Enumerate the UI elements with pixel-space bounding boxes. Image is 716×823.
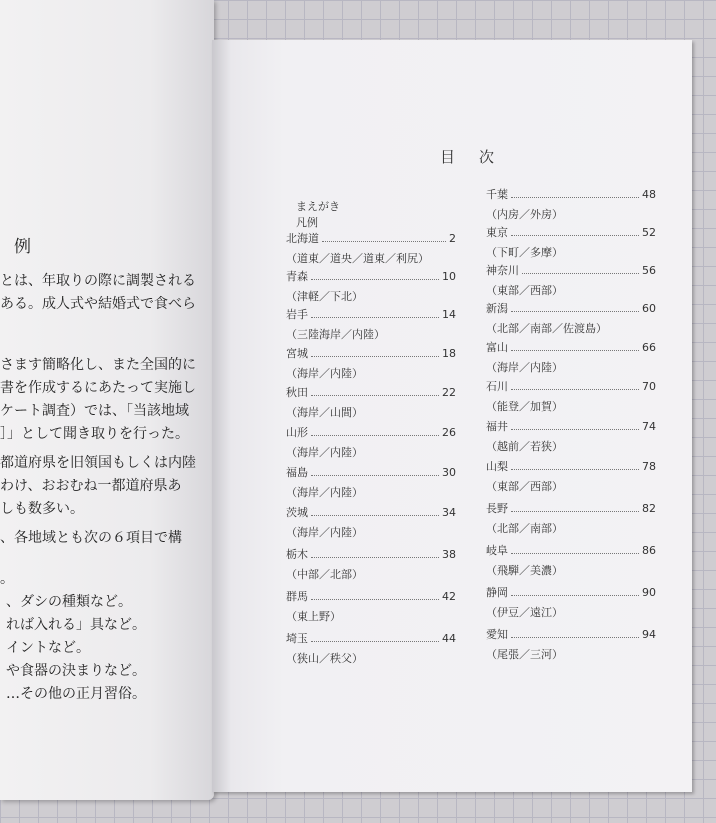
toc-entry-page: 10	[442, 270, 456, 283]
toc-entry-name: 山梨	[486, 460, 508, 473]
left-page-line: 書を作成するにあたって実施し	[0, 380, 196, 396]
toc-entry-page: 48	[642, 188, 656, 201]
toc-entry	[286, 426, 456, 460]
left-page-line: …その他の正月習俗。	[6, 686, 146, 702]
dot-leader	[311, 317, 439, 318]
toc-entry	[286, 632, 456, 666]
dot-leader	[322, 241, 446, 242]
toc-entry-sub: （道東／道央／道東／利尻）	[286, 252, 429, 265]
toc-entry-name: 北海道	[286, 232, 319, 245]
toc-entry-name: 栃木	[286, 548, 308, 561]
toc-entry-sub: （伊豆／遠江）	[486, 606, 563, 619]
toc-entry	[286, 590, 456, 624]
toc-entry	[486, 302, 656, 336]
toc-entry-page: 44	[442, 632, 456, 645]
toc-entry	[486, 628, 656, 662]
toc-entry-sub: （下町／多摩）	[486, 246, 563, 259]
toc-entry-page: 30	[442, 466, 456, 479]
dot-leader	[311, 475, 439, 476]
toc-entry-sub: （中部／北部）	[286, 568, 363, 581]
toc-entry-sub: （津軽／下北）	[286, 290, 363, 303]
toc-entry-sub: （海岸／内陸）	[286, 367, 363, 380]
left-page-line: ある。成人式や結婚式で食べら	[0, 296, 196, 312]
toc-entry-sub: （海岸／内陸）	[286, 446, 363, 459]
toc-entry-page: 42	[442, 590, 456, 603]
toc-entry-name: 群馬	[286, 590, 308, 603]
toc-entry-name: 東京	[486, 226, 508, 239]
toc-entry-page: 60	[642, 302, 656, 315]
dot-leader	[311, 557, 439, 558]
toc-entry	[486, 188, 656, 222]
left-page-line: 都道府県を旧領国もしくは内陸	[0, 455, 196, 471]
left-page-line: れば入れる」具など。	[6, 617, 146, 633]
toc-entry-page: 52	[642, 226, 656, 239]
toc-entry	[486, 460, 656, 494]
toc-entry	[286, 232, 456, 266]
left-page-line: 、ダシの種類など。	[6, 594, 132, 610]
toc-entry	[486, 502, 656, 536]
dot-leader	[311, 395, 439, 396]
toc-entry-name: 福島	[286, 466, 308, 479]
dot-leader	[511, 511, 639, 512]
dot-leader	[311, 435, 439, 436]
toc-entry	[286, 270, 456, 304]
toc-entry-page: 94	[642, 628, 656, 641]
dot-leader	[511, 637, 639, 638]
toc-entry-sub: （東部／西部）	[486, 284, 563, 297]
toc-entry-name: 秋田	[286, 386, 308, 399]
toc-entry-name: 宮城	[286, 347, 308, 360]
toc-entry-sub: （内房／外房）	[486, 208, 563, 221]
left-page-line: 。	[0, 571, 14, 587]
toc-entry-sub: （東部／西部）	[486, 480, 563, 493]
left-page-line: わけ、おおむね一都道府県あ	[0, 478, 182, 494]
left-page-line: 、各地域とも次の６項目で構	[0, 530, 182, 546]
toc-entry	[286, 308, 456, 342]
toc-entry-name: 岩手	[286, 308, 308, 321]
toc-entry-sub: （海岸／内陸）	[286, 486, 363, 499]
toc-entry-name: 新潟	[486, 302, 508, 315]
dot-leader	[522, 273, 639, 274]
toc-entry	[286, 466, 456, 500]
toc-entry-name: 静岡	[486, 586, 508, 599]
toc-entry-sub: （越前／若狭）	[486, 440, 563, 453]
toc-entry-page: 86	[642, 544, 656, 557]
toc-entry-sub: （三陸海岸／内陸）	[286, 328, 385, 341]
toc-entry-page: 22	[442, 386, 456, 399]
toc-entry	[286, 548, 456, 582]
toc-entry-name: 青森	[286, 270, 308, 283]
left-page-line: や食器の決まりなど。	[6, 663, 146, 679]
toc-entry-name: 富山	[486, 341, 508, 354]
toc-entry-sub: （海岸／山間）	[286, 406, 363, 419]
toc-entry-name: 埼玉	[286, 632, 308, 645]
toc-entry-page: 2	[449, 232, 456, 245]
toc-entry-page: 56	[642, 264, 656, 277]
toc-entry-sub: （尾張／三河）	[486, 648, 563, 661]
toc-entry-sub: （北部／南部／佐渡島）	[486, 322, 607, 335]
toc-legend: 凡例	[296, 216, 318, 229]
toc-preface: まえがき	[296, 200, 340, 213]
left-page-heading: 例	[14, 237, 31, 257]
toc-entry-page: 18	[442, 347, 456, 360]
toc-entry	[486, 341, 656, 375]
dot-leader	[511, 469, 639, 470]
toc-entry	[486, 420, 656, 454]
toc-entry-page: 38	[442, 548, 456, 561]
toc-entry-name: 福井	[486, 420, 508, 433]
dot-leader	[311, 599, 439, 600]
toc-entry-name: 愛知	[486, 628, 508, 641]
toc-entry-page: 70	[642, 380, 656, 393]
dot-leader	[311, 356, 439, 357]
toc-entry	[286, 386, 456, 420]
toc-entry-page: 34	[442, 506, 456, 519]
left-page-line: ］」として聞き取りを行った。	[0, 426, 189, 442]
toc-entry-page: 66	[642, 341, 656, 354]
toc-entry-name: 長野	[486, 502, 508, 515]
dot-leader	[311, 515, 439, 516]
toc-entry-sub: （海岸／内陸）	[286, 526, 363, 539]
toc-entry	[486, 544, 656, 578]
dot-leader	[311, 641, 439, 642]
toc-entry-sub: （北部／南部）	[486, 522, 563, 535]
toc-entry-name: 石川	[486, 380, 508, 393]
toc-entry-page: 14	[442, 308, 456, 321]
toc-entry-name: 神奈川	[486, 264, 519, 277]
dot-leader	[511, 389, 639, 390]
toc-entry	[486, 380, 656, 414]
toc-entry-sub: （能登／加賀）	[486, 400, 563, 413]
toc-entry-page: 74	[642, 420, 656, 433]
toc-entry-page: 82	[642, 502, 656, 515]
left-page-line: しも数多い。	[0, 501, 84, 517]
left-page-line: ケート調査）では、「当該地域	[0, 403, 189, 419]
toc-entry-sub: （狭山／秩父）	[286, 652, 363, 665]
dot-leader	[311, 279, 439, 280]
toc-entry-name: 千葉	[486, 188, 508, 201]
toc-entry	[286, 347, 456, 381]
dot-leader	[511, 553, 639, 554]
toc-entry-sub: （海岸／内陸）	[486, 361, 563, 374]
toc-entry	[286, 506, 456, 540]
toc-entry-name: 茨城	[286, 506, 308, 519]
dot-leader	[511, 197, 639, 198]
dot-leader	[511, 429, 639, 430]
toc-entry-page: 78	[642, 460, 656, 473]
dot-leader	[511, 235, 639, 236]
left-page-line: とは、年取りの際に調製される	[0, 273, 196, 289]
toc-entry	[486, 226, 656, 260]
left-page	[0, 0, 214, 800]
toc-entry-name: 岐阜	[486, 544, 508, 557]
left-page-line: さます簡略化し、また全国的に	[0, 357, 196, 373]
dot-leader	[511, 311, 639, 312]
left-page-line: イントなど。	[6, 640, 90, 656]
toc-title: 目次	[440, 148, 519, 166]
toc-entry	[486, 586, 656, 620]
toc-entry	[486, 264, 656, 298]
dot-leader	[511, 595, 639, 596]
toc-entry-name: 山形	[286, 426, 308, 439]
toc-entry-page: 90	[642, 586, 656, 599]
dot-leader	[511, 350, 639, 351]
toc-entry-sub: （飛騨／美濃）	[486, 564, 563, 577]
toc-entry-page: 26	[442, 426, 456, 439]
toc-entry-sub: （東上野）	[286, 610, 341, 623]
